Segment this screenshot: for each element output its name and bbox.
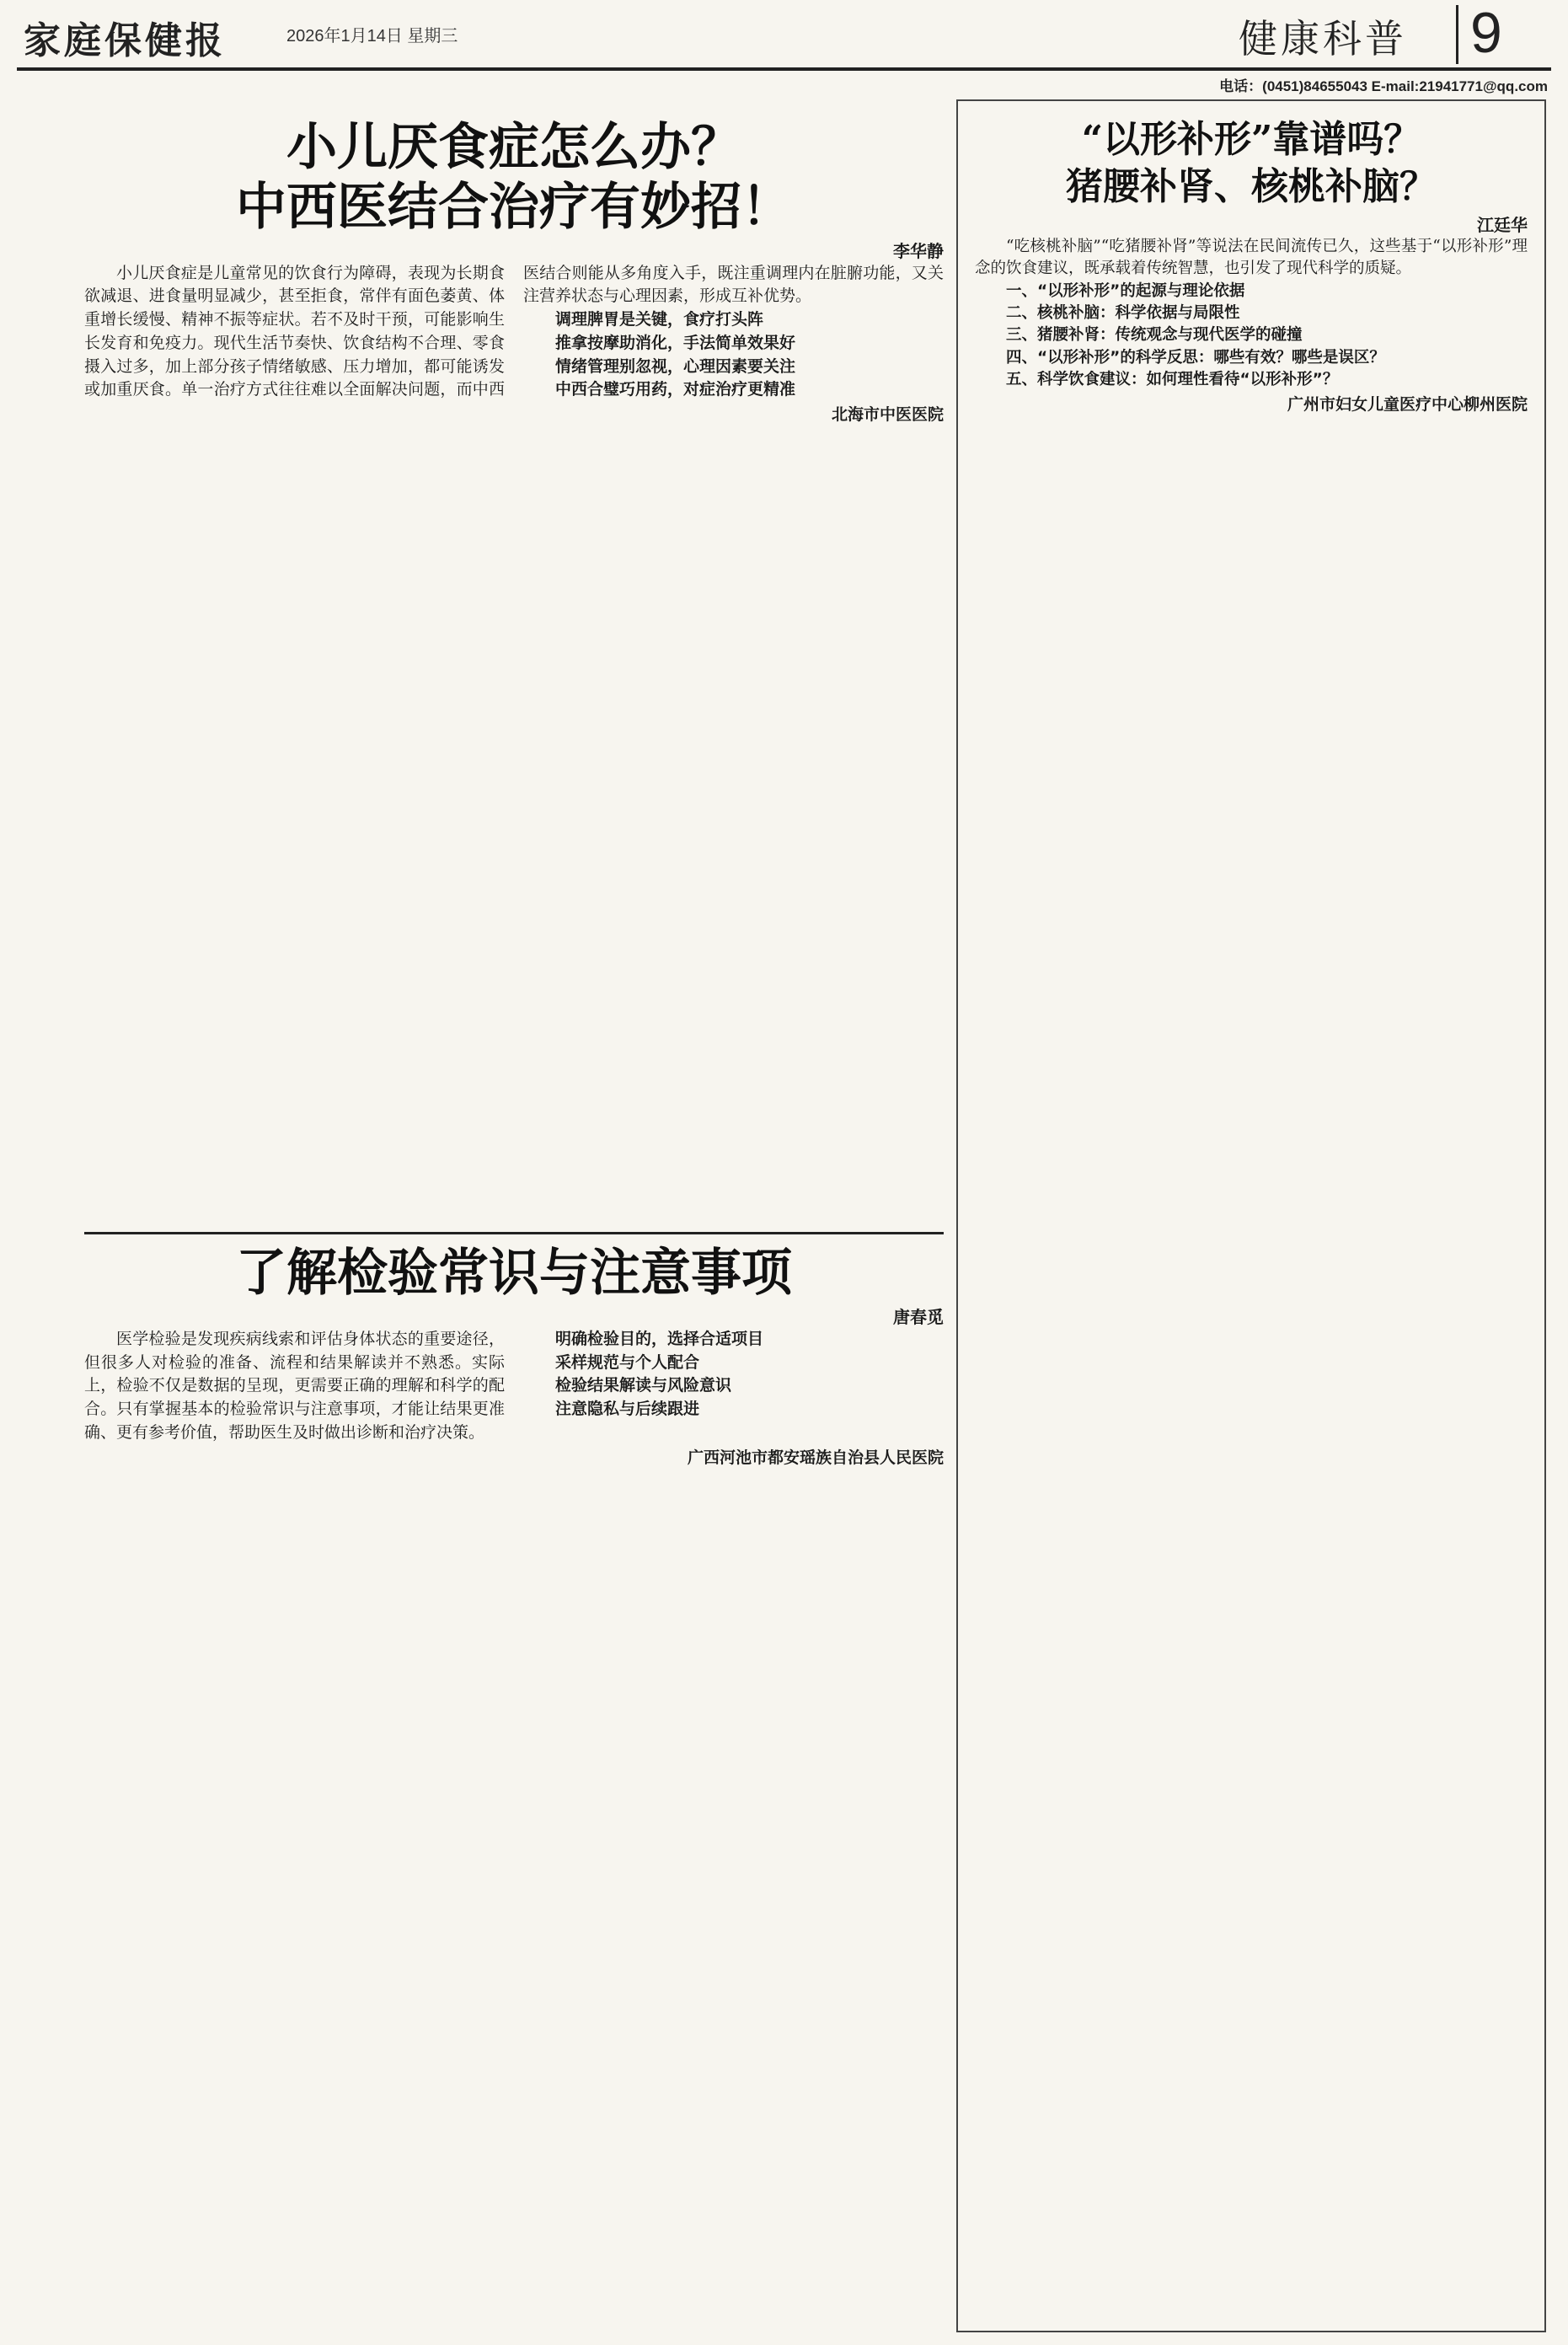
article-author: 李华静 <box>893 240 944 261</box>
issue-date: 2026年1月14日 星期三 <box>286 27 458 46</box>
article-title-line1: “以形补形”靠谱吗？ <box>1081 118 1421 161</box>
contact-line: 电话：(0451)84655043 E-mail:21941771@qq.com <box>1219 78 1548 94</box>
paper-name: 家庭保健报 <box>24 19 226 62</box>
article-lab-tests <box>84 1243 944 2330</box>
article-source: 广州市妇女儿童医疗中心柳州医院 <box>1287 394 1528 414</box>
subhead: 检验结果解读与风险意识 <box>555 1376 732 1395</box>
article-author: 江廷华 <box>1477 214 1528 235</box>
paragraph: 医学检验是发现疾病线索和评估身体状态的重要途径，但很多人对检验的准备、流程和结果解读并不熟悉。实际上，检验不仅是数据的呈现，更需要正确的理解和科学的配合。只有掌握基本的检验常识与注意事项，才能让结果更准确、更有参考价值，帮助医生及时做出诊断和治疗决策。 <box>84 1330 505 1442</box>
section-name: 健康科普 <box>1239 16 1407 62</box>
subhead: 二、核桃补脑：科学依据与局限性 <box>1006 303 1240 322</box>
subhead: 采样规范与个人配合 <box>555 1352 700 1372</box>
article-source: 广西河池市都安瑶族自治县人民医院 <box>687 1448 944 1467</box>
page-number-divider <box>1456 5 1458 64</box>
paragraph: “吃核桃补脑”“吃猪腰补肾”等说法在民间流传已久，这些基于“以形补形”理念的饮食建议，既承载着传统智慧，也引发了现代科学的质疑。 <box>975 237 1528 278</box>
subhead: 推拿按摩助消化，手法简单效果好 <box>555 333 796 352</box>
article-body <box>84 1328 944 1445</box>
subhead: 三、猪腰补肾：传统观念与现代医学的碰撞 <box>1006 326 1303 345</box>
article-title: 了解检验常识与注意事项 <box>236 1244 792 1303</box>
subhead: 调理脾胃是关键，食疗打头阵 <box>555 310 764 329</box>
subhead: 一、“以形补形”的起源与理论依据 <box>1006 281 1245 300</box>
article-body <box>84 262 944 402</box>
article-author: 唐春觅 <box>893 1307 944 1327</box>
subhead: 明确检验目的，选择合适项目 <box>555 1330 764 1348</box>
subhead: 注意隐私与后续跟进 <box>555 1400 700 1419</box>
article-source: 北海市中医医院 <box>831 405 944 424</box>
article-food-shape <box>956 99 1546 2332</box>
masthead <box>0 0 1568 94</box>
paragraph: 小儿厌食症是儿童常见的饮食行为障碍，表现为长期食欲减退、进食量明显减少，甚至拒食，常伴有面色萎黄、体重增长缓慢、精神不振等症状。若不及时干预，可能影响生长发育和免疫力。现代生活节奏快、饮食结构不合理、零食摄入过多，加上部分孩子情绪敏感、压力增加，都可能诱发或加重厌食。单一治疗方式往往难以全面解决问题，而中西医结合则能从多角度入手，既注重调理内在脏腑功能，又关注营养状态与心理因素，形成互补优势。 <box>84 263 944 399</box>
article-title-line2: 猪腰补肾、核桃补脑？ <box>1066 165 1437 209</box>
page-number: 9 <box>1470 1 1502 65</box>
subhead: 情绪管理别忽视，心理因素要关注 <box>555 356 796 376</box>
article-title-line1: 小儿厌食症怎么办？ <box>286 118 741 177</box>
subhead: 五、科学饮食建议：如何理性看待“以形补形”？ <box>1006 371 1339 389</box>
subhead: 四、“以形补形”的科学反思：哪些有效？哪些是误区？ <box>1006 348 1385 367</box>
article-divider <box>84 1232 944 1234</box>
masthead-rule <box>17 67 1551 71</box>
subhead: 中西合璧巧用药，对症治疗更精准 <box>555 380 796 399</box>
article-anorexia <box>84 118 944 1230</box>
article-title-line2: 中西医结合治疗有妙招！ <box>236 177 792 237</box>
